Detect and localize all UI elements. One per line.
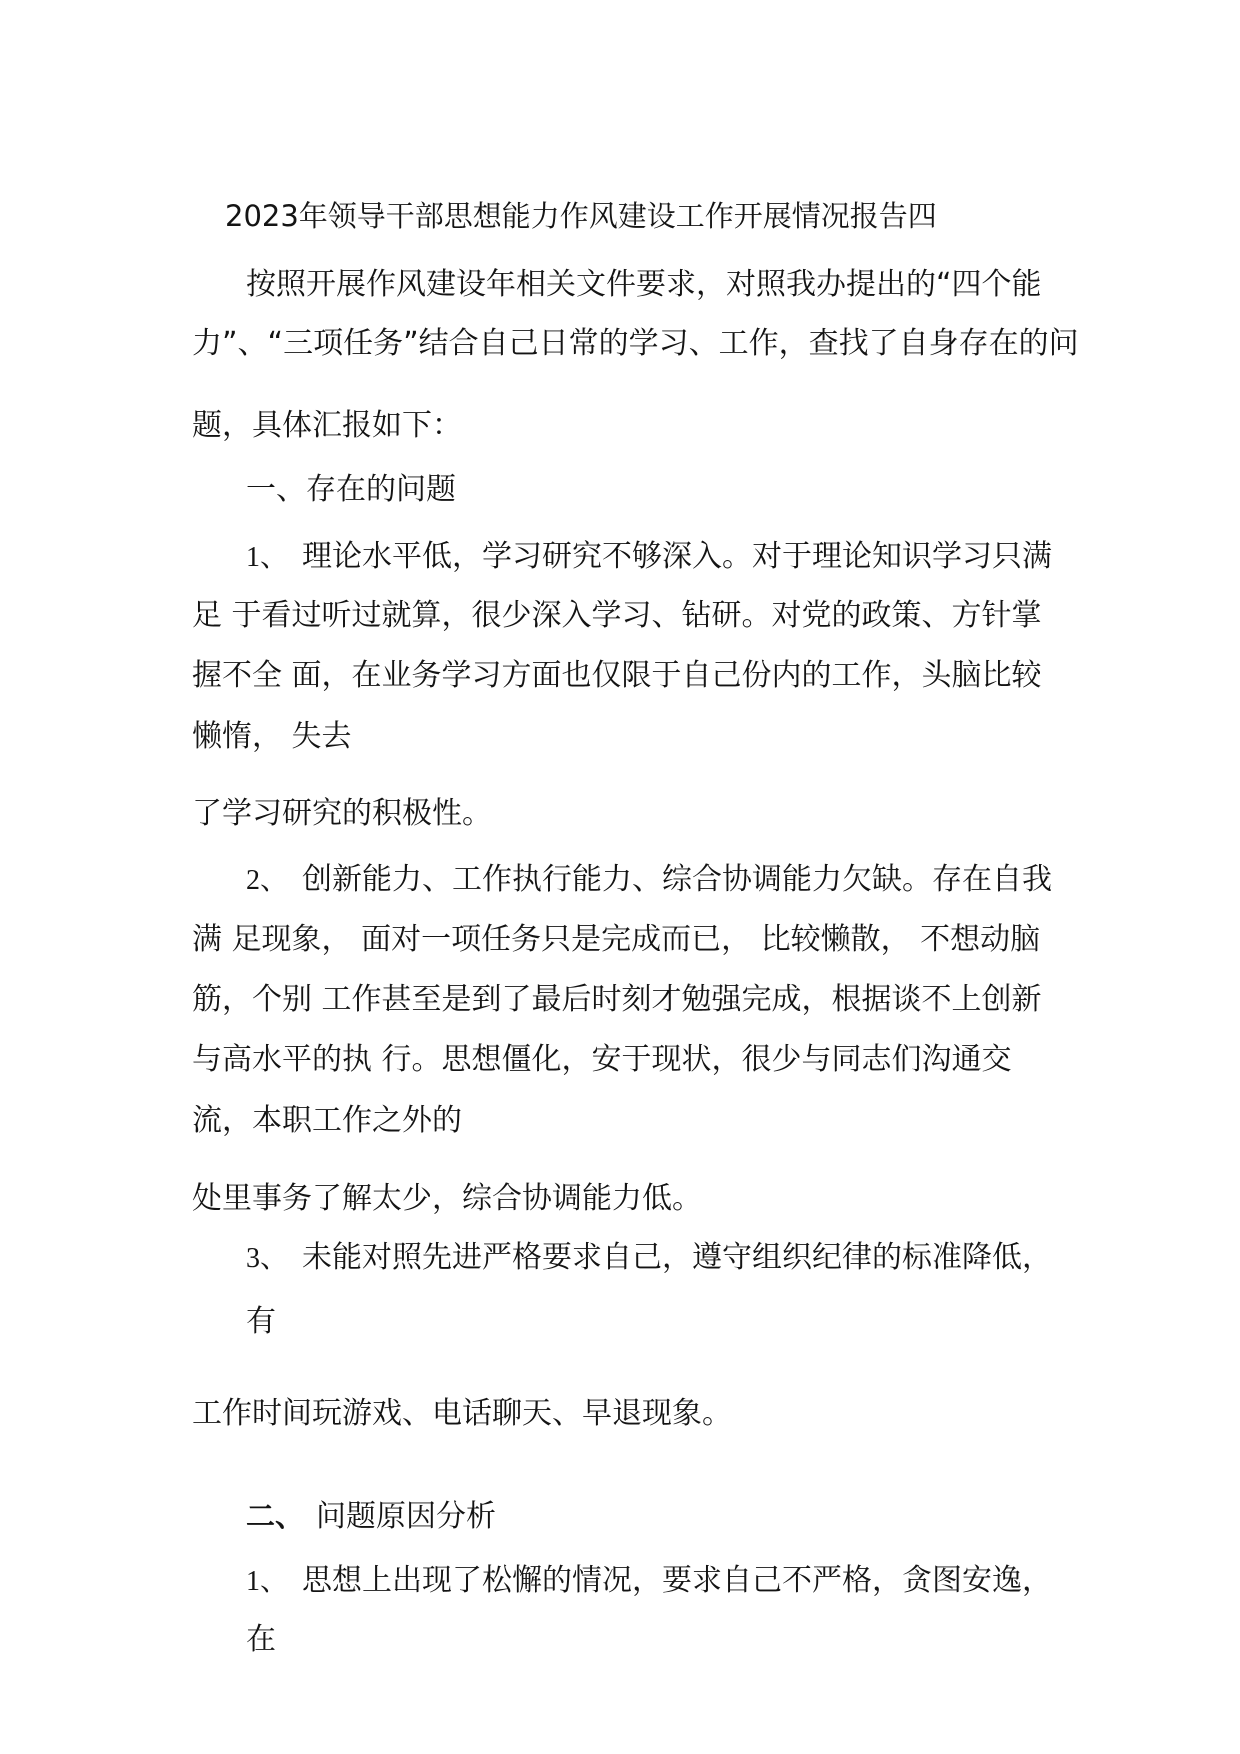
document-title: 2023年领导干部思想能力作风建设工作开展情况报告四: [225, 199, 937, 233]
section-heading: 一、存在的问题: [246, 472, 456, 507]
paragraph-line: 力”、“三项任务”结合自己日常的学习、工作，查找了自身存在的问: [192, 326, 1079, 361]
list-item-text: 创新能力、工作执行能力、综合协调能力欠缺。存在自我: [302, 862, 1052, 897]
list-item-line: [246, 1241, 1052, 1276]
list-item-line: [246, 540, 1052, 575]
section-heading-text: 问题原因分析: [316, 1499, 496, 1534]
paragraph-line: 握不全 面，在业务学习方面也仅限于自己份内的工作，头脑比较: [192, 658, 1042, 693]
paragraph-line: 足 于看过听过就算，很少深入学习、钻研。对党的政策、方针掌: [192, 598, 1042, 633]
list-number: 1、: [246, 1566, 289, 1597]
list-item-line: [246, 1564, 1052, 1599]
paragraph-line: 题，具体汇报如下：: [192, 408, 462, 443]
list-item-text: 思想上出现了松懈的情况，要求自己不严格，贪图安逸，: [302, 1563, 1052, 1598]
list-item-text: 未能对照先进严格要求自己，遵守组织纪律的标准降低，: [302, 1240, 1052, 1275]
paragraph-line: 在: [246, 1622, 276, 1657]
paragraph-line: 了学习研究的积极性。: [192, 796, 492, 831]
paragraph-line: 与高水平的执 行。思想僵化，安于现状，很少与同志们沟通交: [192, 1042, 1012, 1077]
paragraph-line: 懒惰， 失去: [192, 719, 352, 754]
list-number: 3、: [246, 1243, 289, 1274]
paragraph-line: 流，本职工作之外的: [192, 1103, 462, 1138]
paragraph-line: 处里事务了解太少，综合协调能力低。: [192, 1181, 702, 1216]
paragraph-line: 满 足现象， 面对一项任务只是完成而已， 比较懒散， 不想动脑: [192, 922, 1041, 957]
paragraph-line: 按照开展作风建设年相关文件要求，对照我办提出的“四个能: [246, 267, 1042, 302]
paragraph-line: 筋，个别 工作甚至是到了最后时刻才勉强完成，根据谈不上创新: [192, 982, 1042, 1017]
list-number: 1、: [246, 542, 289, 573]
list-item-line: [246, 863, 1052, 898]
section-number: 二、: [246, 1499, 305, 1533]
section-heading: [246, 1499, 496, 1534]
list-number: 2、: [246, 865, 289, 896]
paragraph-line: 工作时间玩游戏、电话聊天、早退现象。: [192, 1396, 732, 1431]
paragraph-line: 有: [246, 1304, 276, 1339]
list-item-text: 理论水平低，学习研究不够深入。对于理论知识学习只满: [302, 539, 1052, 574]
